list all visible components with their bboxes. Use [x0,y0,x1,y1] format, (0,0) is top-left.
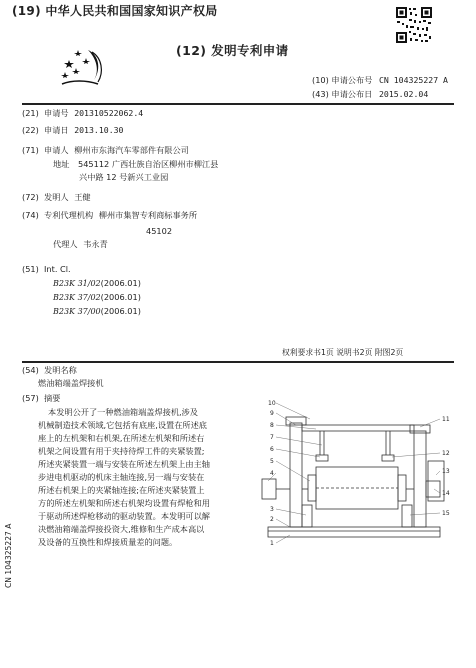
figure-label: 10 [268,400,276,407]
figure-left-frame [290,423,302,527]
figure-label: 14 [442,490,450,497]
ipc-item: B23K 37/00(2006.01) [53,306,141,316]
figure-label: 6 [270,446,274,453]
figure-label: 9 [270,410,274,417]
applicant: (71) 申请人 柳州市东海汽车零部件有限公司 [22,145,189,155]
figure-label: 2 [270,516,274,523]
title-heading: (54) 发明名称 [22,365,77,375]
inventor: (72) 发明人 王健 [22,192,91,202]
abstract-line: 座上的左机架和右机架,在所述左机架和所述右 [38,433,205,443]
figure-label: 1 [270,540,274,547]
header-rule [22,103,454,105]
abstract-line: 机械制造技术领域,它包括有底座,设置在所述底 [38,420,207,430]
figure-label: 11 [442,416,450,423]
abstract-line: 步进电机驱动的机床主轴连接,另一端与安装在 [38,472,205,482]
figure-label: 13 [442,468,450,475]
ipc-item: B23K 37/02(2006.01) [53,292,141,302]
abstract-line: 决燃油箱端盖焊接投资大,维修和生产成本高以 [38,524,205,534]
figure-base [268,527,440,537]
publication-number [312,75,448,85]
document-type: (12) 发明专利申请 [176,43,289,58]
pub-no-label: (10) 申请公布号 [312,75,373,85]
cnipa-emblem-icon [58,44,108,88]
patent-agency: (74) 专利代理机构 柳州市集智专利商标事务所 [22,210,198,220]
ipc-item: B23K 31/02(2006.01) [53,278,141,288]
abstract-line: 所述右机架上的夹紧轴连接;在所述夹紧装置上 [38,485,205,495]
figure-label: 7 [270,434,274,441]
figure-label: 3 [270,506,274,513]
figure-right-frame [414,431,426,527]
pub-date-label: (43) 申请公布日 [312,89,373,99]
figure-label: 15 [442,510,450,517]
abstract-line: 所述夹紧装置一端与安装在所述左机架上由主轴 [38,459,210,469]
side-publication-number: CN 104325227 A [4,523,13,588]
section-rule [22,361,454,363]
abstract-line: 及设备的互换性和焊接质量差的问题。 [38,537,178,547]
pub-no-value: CN 104325227 A [378,75,448,85]
application-date: (22) 申请日 2013.10.30 [22,125,124,135]
invention-title: 燃油箱端盖焊接机 [38,378,104,388]
figure-label: 8 [270,422,274,429]
qr-code-icon [395,6,433,44]
abstract-line: 本发明公开了一种燃油箱端盖焊接机,涉及 [48,407,198,417]
agent: 代理人 韦永青 [53,239,108,249]
address-line2: 兴中路 12 号新兴工业园 [79,172,169,182]
pub-date-value: 2015.02.04 [378,89,429,99]
figure-label: 5 [270,458,274,465]
abstract-heading: (57) 摘要 [22,393,61,403]
abstract-line: 于驱动所述焊枪移动的驱动装置。本发明可以解 [38,511,210,521]
figure-label: 12 [442,450,450,457]
office-name: (19) 中华人民共和国国家知识产权局 [12,4,218,18]
page-counts: 权利要求书1页 说明书2页 附图2页 [282,348,404,357]
address: 地址 545112 广西壮族自治区柳州市柳江县 [53,159,219,169]
agency-code: 45102 [146,226,173,236]
application-number: (21) 申请号 201310522062.4 [22,108,144,118]
patent-figure [250,395,456,547]
ipc-heading: (51) Int. Cl. [22,264,71,274]
abstract-line: 机架之间设置有用于夹持待焊工件的夹紧装置; [38,446,205,456]
figure-spindle-motor [262,479,276,499]
abstract-line: 方的所述左机架和所述右机架均设置有焊枪和用 [38,498,210,508]
figure-label: 4 [270,470,274,477]
publication-date [312,89,428,99]
